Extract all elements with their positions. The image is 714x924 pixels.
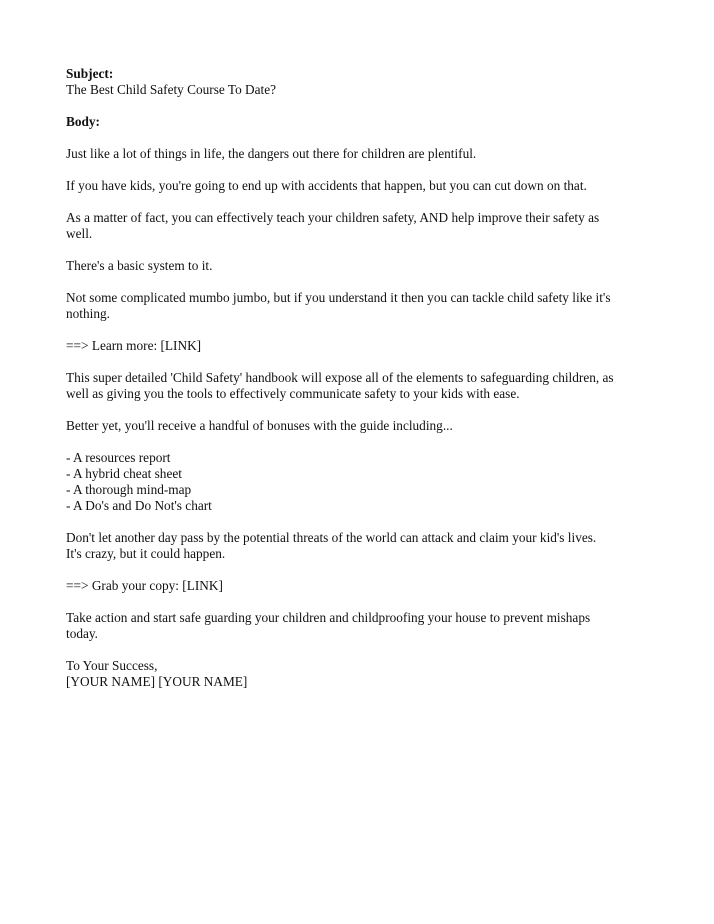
signoff: To Your Success, [66, 658, 158, 673]
list-item: - A hybrid cheat sheet [66, 466, 182, 481]
paragraph-line: Take action and start safe guarding your children and childproofing your house to prevent mishaps [66, 610, 591, 625]
paragraph-basic-system [66, 258, 656, 274]
spacer [66, 98, 656, 114]
email-template-document [66, 66, 656, 690]
subject-label: Subject: [66, 66, 114, 81]
paragraph-mumbo-jumbo [66, 290, 656, 322]
paragraph-line: This super detailed 'Child Safety' handbook will expose all of the elements to safeguarding children, as [66, 370, 614, 385]
paragraph-accidents [66, 178, 656, 194]
grab-copy-link: ==> Grab your copy: [LINK] [66, 578, 223, 593]
paragraph-teach-safety [66, 210, 656, 242]
paragraph-line: well. [66, 226, 93, 241]
grab-copy-link-line [66, 578, 656, 594]
paragraph-line: well as giving you the tools to effectively communicate safety to your kids with ease. [66, 386, 520, 401]
paragraph-take-action [66, 610, 656, 642]
paragraph-line: Better yet, you'll receive a handful of bonuses with the guide including... [66, 418, 453, 433]
paragraph-line: Not some complicated mumbo jumbo, but if you understand it then you can tackle child safety like it's [66, 290, 611, 305]
paragraph-line: It's crazy, but it could happen. [66, 546, 226, 561]
learn-more-link: ==> Learn more: [LINK] [66, 338, 202, 353]
paragraph-line: There's a basic system to it. [66, 258, 213, 273]
learn-more-link-line [66, 338, 656, 354]
list-item: - A thorough mind-map [66, 482, 192, 497]
spacer [66, 130, 656, 146]
paragraph-handbook [66, 370, 656, 402]
paragraph-line: today. [66, 626, 99, 641]
paragraph-line: If you have kids, you're going to end up with accidents that happen, but you can cut down on that. [66, 178, 587, 193]
paragraph-threats [66, 530, 656, 562]
subject-line: The Best Child Safety Course To Date? [66, 82, 277, 97]
list-item: - A resources report [66, 450, 171, 465]
signature: [YOUR NAME] [YOUR NAME] [66, 674, 248, 689]
paragraph-line: nothing. [66, 306, 110, 321]
paragraph-dangers [66, 146, 656, 162]
paragraph-line: As a matter of fact, you can effectively teach your children safety, AND help improve their safety as [66, 210, 600, 225]
paragraph-line: Don't let another day pass by the potential threats of the world can attack and claim your kid's lives. [66, 530, 597, 545]
paragraph-line: Just like a lot of things in life, the dangers out there for children are plentiful. [66, 146, 477, 161]
body-label: Body: [66, 114, 100, 129]
paragraph-bonuses-intro [66, 418, 656, 434]
bonus-list [66, 450, 656, 514]
list-item: - A Do's and Do Not's chart [66, 498, 212, 513]
